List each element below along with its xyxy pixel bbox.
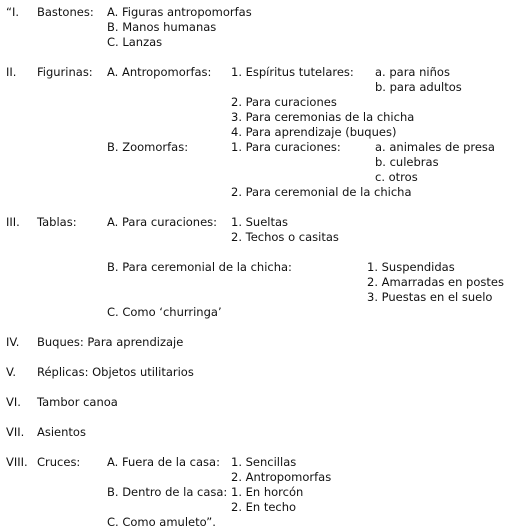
outline-item: 1. Sencillas (231, 455, 297, 469)
section-number: IV. (6, 335, 20, 349)
section-number: “I. (6, 5, 20, 19)
section-heading: Tablas: (37, 215, 77, 229)
section-heading: Asientos (37, 425, 86, 439)
section-heading: Cruces: (37, 455, 81, 469)
section-heading: Bastones: (37, 5, 94, 19)
outline-item: 1. En horcón (231, 485, 304, 499)
outline-item: A. Fuera de la casa: (107, 455, 220, 469)
section-number: III. (6, 215, 20, 229)
outline-item: C. Como ‘churringa’ (107, 305, 222, 319)
section-number: V. (6, 365, 17, 379)
outline-item: 1. Sueltas (231, 215, 289, 229)
outline-item: B. Para ceremonial de la chicha: (107, 260, 292, 274)
outline-item: B. Dentro de la casa: (107, 485, 228, 499)
outline-item: C. Lanzas (107, 35, 163, 49)
outline-subitem: b. para adultos (375, 80, 462, 94)
section-heading: Figurinas: (37, 65, 93, 79)
outline-subitem: b. culebras (375, 155, 439, 169)
section-number: II. (6, 65, 17, 79)
outline-item: 1. Espíritus tutelares: (231, 65, 354, 79)
outline-subitem: a. para niños (375, 65, 450, 79)
outline-item: B. Manos humanas (107, 20, 217, 34)
outline-item: 1. Para curaciones: (231, 140, 341, 154)
outline-item: A. Antropomorfas: (107, 65, 212, 79)
section-heading: Tambor canoa (37, 395, 118, 409)
outline-subitem: a. animales de presa (375, 140, 495, 154)
outline-item: A. Para curaciones: (107, 215, 218, 229)
section-number: VIII. (6, 455, 28, 469)
outline-item: 2. Para ceremonial de la chicha (231, 185, 412, 199)
outline-item: 2. En techo (231, 500, 297, 514)
outline-item: 4. Para aprendizaje (buques) (231, 125, 397, 139)
outline-item: 2. Antropomorfas (231, 470, 332, 484)
section-number: VI. (6, 395, 21, 409)
outline-item: 2. Techos o casitas (231, 230, 339, 244)
outline-item: 3. Para ceremonias de la chicha (231, 110, 415, 124)
outline-item: C. Como amuleto”. (107, 515, 216, 529)
outline-subitem: c. otros (375, 170, 418, 184)
outline-item: 2. Para curaciones (231, 95, 337, 109)
outline-item: 3. Puestas en el suelo (367, 290, 493, 304)
outline-item: 2. Amarradas en postes (367, 275, 504, 289)
outline-item: 1. Suspendidas (367, 260, 455, 274)
outline-item: A. Figuras antropomorfas (107, 5, 252, 19)
section-number: VII. (6, 425, 25, 439)
section-heading: Réplicas: Objetos utilitarios (37, 365, 194, 379)
section-heading: Buques: Para aprendizaje (37, 335, 184, 349)
outline-item: B. Zoomorfas: (107, 140, 189, 154)
